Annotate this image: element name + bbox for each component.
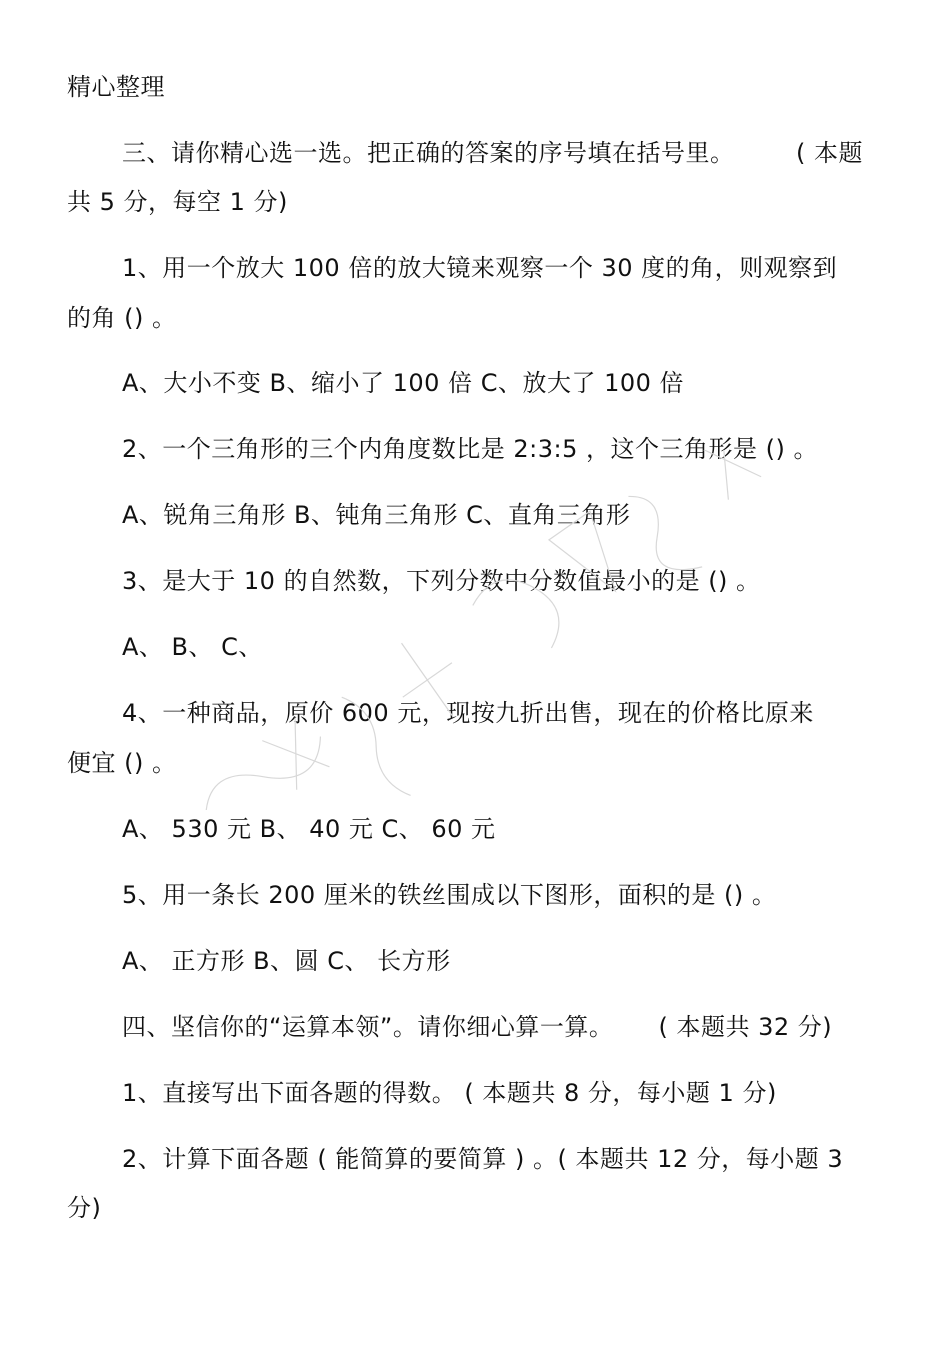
page-header: 精心整理 bbox=[67, 73, 165, 101]
question-1-options: A、大小不变 B、缩小了 100 倍 C、放大了 100 倍 bbox=[122, 369, 685, 397]
section-3-title: 三、请你精心选一选。把正确的答案的序号填在括号里。 ( 本题 bbox=[122, 139, 863, 167]
question-2: 2、一个三角形的三个内角度数比是 2:3:5 ，这个三角形是 () 。 bbox=[122, 435, 818, 463]
question-1-cont: 的角 () 。 bbox=[67, 304, 177, 332]
section-3-title-cont: 共 5 分，每空 1 分) bbox=[67, 188, 288, 216]
question-4-options: A、 530 元 B、 40 元 C、 60 元 bbox=[122, 815, 496, 843]
section-4-item-1: 1、直接写出下面各题的得数。 ( 本题共 8 分，每小题 1 分) bbox=[122, 1079, 777, 1107]
question-4-cont: 便宜 () 。 bbox=[67, 749, 177, 777]
question-1: 1、用一个放大 100 倍的放大镜来观察一个 30 度的角，则观察到 bbox=[122, 254, 838, 282]
section-4-item-2-cont: 分) bbox=[67, 1194, 102, 1222]
question-4: 4、一种商品，原价 600 元，现按九折出售，现在的价格比原来 bbox=[122, 699, 814, 727]
question-5: 5、用一条长 200 厘米的铁丝围成以下图形，面积的是 () 。 bbox=[122, 881, 777, 909]
section-4-item-2: 2、计算下面各题 ( 能简算的要简算 ) 。( 本题共 12 分，每小题 3 bbox=[122, 1145, 844, 1173]
question-3-options: A、 B、 C、 bbox=[122, 633, 263, 661]
question-2-options: A、锐角三角形 B、钝角三角形 C、直角三角形 bbox=[122, 501, 631, 529]
question-3: 3、是大于 10 的自然数，下列分数中分数值最小的是 () 。 bbox=[122, 567, 761, 595]
section-4-title: 四、坚信你的“运算本领”。请你细心算一算。 ( 本题共 32 分) bbox=[122, 1013, 833, 1041]
question-5-options: A、 正方形 B、圆 C、 长方形 bbox=[122, 947, 451, 975]
